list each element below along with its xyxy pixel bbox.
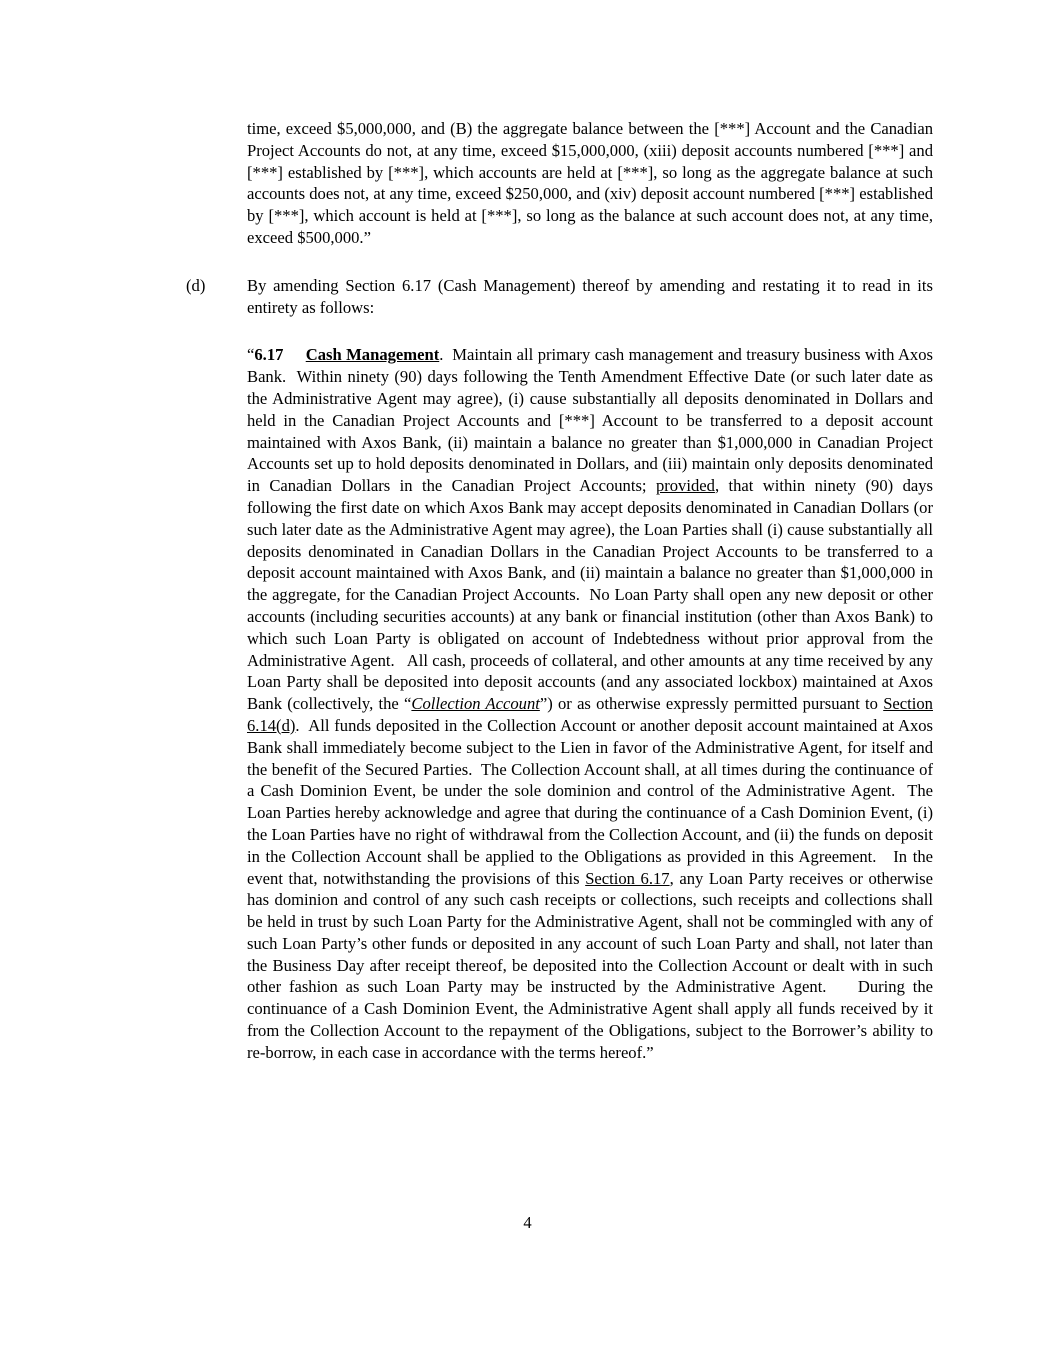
clause-d-label: (d) — [186, 275, 206, 295]
continuation-paragraph: time, exceed $5,000,000, and (B) the aggregate balance between the [***] Account and the Canadian Project Accounts do not, at any time, exceed $15,000,000, (xiii) deposit accounts numbered [***] and [***] established by [***], which accounts are held at [***], so long as the aggregate balance at such accounts does not, at any time, exceed $250,000, and (xiv) deposit account numbered [***] established by [***], which account is held at [***], so long as the balance at such account does not, at any time, exceed $500,000.” — [247, 119, 933, 247]
page-number: 4 — [523, 1213, 532, 1232]
section-6-17-paragraph: “6.17 Cash Management. Maintain all primary cash management and treasury business with Axos Bank. Within ninety (90) days following the Tenth Amendment Effective Date (or such later date as the Administrative Agent may agree), (i) cause substantially all deposits denominated in Dollars and held in the Canadian Project Accounts and [***] Account to be transferred to a deposit account maintained with Axos Bank, (ii) maintain a balance no greater than $1,000,000 in Canadian Project Accounts set up to hold deposits denominated in Dollars, and (iii) maintain only deposits denominated in Canadian Dollars in the Canadian Project Accounts; provided, that within ninety (90) days following the first date on which Axos Bank may accept deposits denominated in Canadian Dollars (or such later date as the Administrative Agent may agree), the Loan Parties shall (i) cause substantially all deposits denominated in Canadian Dollars in the Canadian Project Accounts to be transferred to a deposit account maintained with Axos Bank, and (ii) maintain a balance no greater than $1,000,000 in the aggregate, for the Canadian Project Accounts. No Loan Party shall open any new deposit or other accounts (including securities accounts) at any bank or financial institution (other than Axos Bank) to which such Loan Party is obligated on account of Indebtedness without prior approval from the Administrative Agent. All cash, proceeds of collateral, and other amounts at any time received by any Loan Party shall be deposited into deposit accounts (and any associated lockbox) maintained at Axos Bank (collectively, the “Collection Account”) or as otherwise expressly permitted pursuant to Section 6.14(d). All funds deposited in the Collection Account or another deposit account maintained at Axos Bank shall immediately become subject to the Lien in favor of the Administrative Agent, for itself and the benefit of the Secured Parties. The Collection Account shall, at all times during the continuance of a Cash Dominion Event, be under the sole dominion and control of the Administrative Agent. The Loan Parties hereby acknowledge and agree that during the continuance of a Cash Dominion Event, (i) the Loan Parties have no right of withdrawal from the Collection Account, and (ii) the funds on deposit in the Collection Account shall be applied to the Obligations as provided in this Agreement. In the event that, notwithstanding the provisions of this Section 6.17, any Loan Party receives or otherwise has dominion and control of any such cash receipts or collections, such receipts and collections shall be held in trust by such Loan Party for the Administrative Agent, shall not be commingled with any of such Loan Party’s other funds or deposited in any account of such Loan Party and shall, not later than the Business Day after receipt thereof, be deposited into the Collection Account or dealt with in such other fashion as such Loan Party may be instructed by the Administrative Agent. During the continuance of a Cash Dominion Event, the Administrative Agent shall apply all funds received by it from the Collection Account to the repayment of the Obligations, subject to the Borrower’s ability to re-borrow, in each case in accordance with the terms hereof.” — [247, 345, 933, 1062]
document-content — [186, 118, 933, 1090]
clause-d-text: By amending Section 6.17 (Cash Management) thereof by amending and restating it to read in its entirety as follows: — [247, 275, 933, 317]
clause-d — [186, 275, 933, 319]
